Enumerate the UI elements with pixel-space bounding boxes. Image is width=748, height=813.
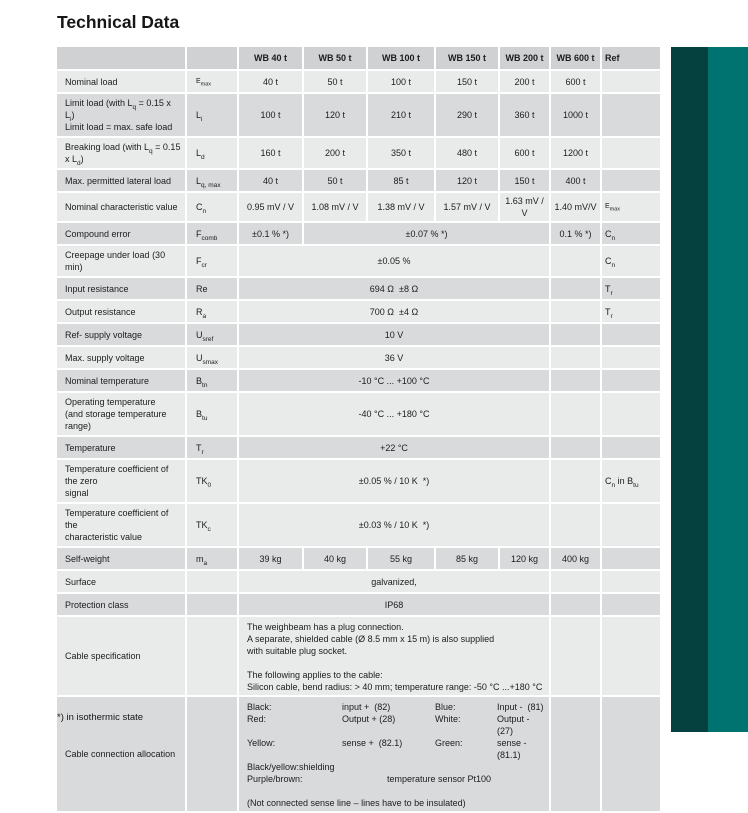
ref-cell: $T_r$ (602, 301, 660, 322)
ref-cell (602, 71, 660, 92)
table-row (57, 571, 660, 592)
symbol-cell: $U_{sref}$ (187, 324, 237, 345)
allocation-entry: sense - (81.1) (497, 738, 532, 760)
symbol-cell: $F_{comb}$ (187, 223, 237, 244)
value-cell: 10 V (239, 324, 549, 345)
row-label-line: Self-weight (65, 553, 110, 564)
table-row (57, 437, 660, 458)
ref-cell (602, 393, 660, 435)
row-label-line: (and storage temperature range) (65, 409, 167, 431)
value-cell: 200 t (500, 71, 549, 92)
row-label-line: Operating temperature (65, 397, 156, 407)
allocation-entry: Red: (247, 714, 267, 724)
value-cell (551, 370, 600, 391)
row-label-line: Cable connection allocation (65, 749, 176, 759)
text-line: A separate, shielded cable (Ø 8.5 mm x 15 m) is also supplied (247, 634, 495, 644)
value-cell (551, 347, 600, 368)
row-label (57, 324, 185, 345)
allocation-line (247, 773, 547, 785)
table-row (57, 697, 660, 811)
allocation-entry: Purple/brown: (247, 774, 303, 784)
allocation-entry: Black: (247, 702, 272, 712)
text-line: Silicon cable, bend radius: > 40 mm; temperature range: -50 °C ...+180 °C (247, 682, 543, 692)
symbol-cell: $F_{cr}$ (187, 246, 237, 276)
row-label-line: Ref- supply voltage (65, 329, 143, 340)
value-cell: 290 t (436, 94, 498, 136)
allocation-line (247, 713, 547, 737)
row-label-line: Creepage under load (30 min) (65, 250, 166, 272)
column-header-empty (187, 47, 237, 69)
row-label (57, 460, 185, 502)
value-cell: 1.38 mV / V (368, 193, 434, 221)
value-cell: 120 kg (500, 548, 549, 569)
row-label (57, 370, 185, 391)
row-label-line: Max. permitted lateral load (65, 175, 172, 186)
ref-cell (602, 571, 660, 592)
value-cell: 0.1 % *) (551, 223, 600, 244)
row-label (57, 617, 185, 695)
allocation-entry: Yellow: (247, 738, 276, 748)
row-label (57, 347, 185, 368)
table-row (57, 460, 660, 502)
ref-cell (602, 170, 660, 191)
value-cell: 40 t (239, 71, 302, 92)
row-label (57, 301, 185, 322)
value-cell (551, 594, 600, 615)
header-row (57, 47, 660, 69)
value-cell (551, 460, 600, 502)
allocation-entry: Green: (435, 738, 463, 748)
row-label-line: Nominal temperature (65, 375, 150, 386)
table-row (57, 138, 660, 168)
technical-data-table (55, 45, 662, 813)
value-cell: 600 t (551, 71, 600, 92)
value-cell (551, 278, 600, 299)
row-label-line: Nominal characteristic value (65, 202, 178, 212)
ref-cell: $T_r$ (602, 278, 660, 299)
symbol-cell: $B_{tu}$ (187, 393, 237, 435)
ref-cell: $E_{max}$ (602, 193, 660, 221)
row-label-line: Input resistance (65, 283, 129, 294)
symbol-cell: $TK_0$ (187, 460, 237, 502)
row-label (57, 548, 185, 569)
value-cell: 40 kg (304, 548, 366, 569)
row-label-line: Limit load (with $L_q = 0.15$ x $L_i$) (65, 98, 171, 123)
table-row (57, 347, 660, 368)
column-header-wb-40-t: WB 40 t (239, 47, 302, 69)
value-cell: 120 t (304, 94, 366, 136)
value-cell: IP68 (239, 594, 549, 615)
value-cell (551, 246, 600, 276)
table-row (57, 617, 660, 695)
allocation-line (247, 737, 547, 761)
value-cell: ±0.05 % / 10 K *) (239, 460, 549, 502)
value-cell: 85 t (368, 170, 434, 191)
ref-cell (602, 324, 660, 345)
value-cell (551, 324, 600, 345)
allocation-entry: sense + (82.1) (342, 738, 403, 748)
accent-bar-dark (671, 47, 708, 732)
value-cell: 1000 t (551, 94, 600, 136)
table-row (57, 504, 660, 546)
value-cell: 100 t (368, 71, 434, 92)
row-label-line: Cable specification (65, 651, 141, 661)
symbol-cell (187, 594, 237, 615)
ref-cell (602, 548, 660, 569)
text-line: (Not connected sense line – lines have to be insulated) (247, 798, 466, 808)
text-line (247, 657, 547, 669)
column-header-wb-600-t: WB 600 t (551, 47, 600, 69)
value-cell (239, 697, 549, 811)
row-label-line: Compound error (65, 228, 131, 239)
ref-cell (602, 138, 660, 168)
text-line: with suitable plug socket. (247, 646, 348, 656)
value-cell: galvanized, (239, 571, 549, 592)
value-cell (551, 437, 600, 458)
symbol-cell: $C_n$ (187, 193, 237, 221)
footnote: *) in isothermic state (57, 712, 144, 723)
value-cell: 150 t (500, 170, 549, 191)
symbol-cell: $m_a$ (187, 548, 237, 569)
value-cell: 350 t (368, 138, 434, 168)
row-label (57, 571, 185, 592)
value-cell: 150 t (436, 71, 498, 92)
value-cell (551, 697, 600, 811)
row-label-line: Nominal load (65, 76, 118, 87)
ref-cell (602, 94, 660, 136)
symbol-cell: $R_a$ (187, 301, 237, 322)
column-header-wb-200-t: WB 200 t (500, 47, 549, 69)
allocation-entry: Blue: (435, 702, 456, 712)
value-cell: 39 kg (239, 548, 302, 569)
symbol-cell (187, 697, 237, 811)
column-header-wb-100-t: WB 100 t (368, 47, 434, 69)
row-label (57, 246, 185, 276)
row-label (57, 594, 185, 615)
row-label-line: Temperature coefficient of the (65, 508, 169, 530)
row-label (57, 437, 185, 458)
table-row (57, 193, 660, 221)
value-cell (551, 571, 600, 592)
symbol-cell: $L_d$ (187, 138, 237, 168)
table-row (57, 393, 660, 435)
table-row (57, 223, 660, 244)
row-label (57, 223, 185, 244)
row-label-line: Temperature coefficient of the zero (65, 464, 169, 486)
allocation-line (247, 701, 547, 713)
value-cell: ±0.07 % *) (304, 223, 549, 244)
value-cell: 1.63 mV / V (500, 193, 549, 221)
ref-cell (602, 370, 660, 391)
ref-cell: $C_n$ (602, 223, 660, 244)
allocation-entry: White: (435, 714, 461, 724)
table-row (57, 246, 660, 276)
value-cell: 400 kg (551, 548, 600, 569)
value-cell (551, 617, 600, 695)
row-label-line: characteristic value (65, 532, 143, 542)
symbol-cell: $L_{q, max}$ (187, 170, 237, 191)
row-label (57, 193, 185, 221)
text-line: The following applies to the cable: (247, 670, 383, 680)
value-cell: 160 t (239, 138, 302, 168)
column-header-ref: Ref (602, 47, 660, 69)
row-label (57, 278, 185, 299)
ref-cell (602, 617, 660, 695)
ref-cell: $C_n$ (602, 246, 660, 276)
value-cell: 40 t (239, 170, 302, 191)
symbol-cell: Re (187, 278, 237, 299)
symbol-cell: $L_i$ (187, 94, 237, 136)
value-cell (551, 504, 600, 546)
allocation-entry: Output + (28) (342, 714, 396, 724)
row-label (57, 504, 185, 546)
row-label (57, 71, 185, 92)
table-row (57, 548, 660, 569)
value-cell: +22 °C (239, 437, 549, 458)
table-row (57, 370, 660, 391)
ref-cell (602, 437, 660, 458)
page-title: Technical Data (57, 12, 180, 32)
row-label (57, 170, 185, 191)
table-header (57, 47, 660, 69)
table-row (57, 94, 660, 136)
value-cell: 120 t (436, 170, 498, 191)
table-row (57, 594, 660, 615)
row-label-line: Limit load = max. safe load (65, 122, 173, 132)
column-header-wb-150-t: WB 150 t (436, 47, 498, 69)
column-header-empty (57, 47, 185, 69)
row-label-line: Output resistance (65, 306, 136, 317)
symbol-cell: $B_{tn}$ (187, 370, 237, 391)
symbol-cell: $U_{smax}$ (187, 347, 237, 368)
value-cell: 200 t (304, 138, 366, 168)
row-label-line: Protection class (65, 599, 129, 610)
table-row (57, 71, 660, 92)
value-cell: 700 Ω ±4 Ω (239, 301, 549, 322)
row-label (57, 138, 185, 168)
allocation-entry: Output - (27) (497, 714, 533, 736)
value-cell (551, 301, 600, 322)
table-row (57, 278, 660, 299)
ref-cell (602, 504, 660, 546)
text-line (247, 785, 547, 797)
symbol-cell: $T_r$ (187, 437, 237, 458)
allocation-entry: temperature sensor Pt100 (387, 774, 492, 784)
ref-cell (602, 347, 660, 368)
value-cell: 480 t (436, 138, 498, 168)
value-cell: 0.95 mV / V (239, 193, 302, 221)
value-cell: 600 t (500, 138, 549, 168)
row-label (57, 393, 185, 435)
column-header-wb-50-t: WB 50 t (304, 47, 366, 69)
value-cell: 36 V (239, 347, 549, 368)
text-line: Black/yellow:shielding (247, 762, 335, 772)
value-cell: 1.57 mV / V (436, 193, 498, 221)
value-cell: 55 kg (368, 548, 434, 569)
ref-cell (602, 594, 660, 615)
accent-bar-light (708, 47, 748, 732)
value-cell: 360 t (500, 94, 549, 136)
row-label-line: Temperature (65, 442, 116, 453)
table-row (57, 170, 660, 191)
row-label-line: Surface (65, 576, 97, 587)
symbol-cell (187, 617, 237, 695)
value-cell: 400 t (551, 170, 600, 191)
symbol-cell: $E_{max}$ (187, 71, 237, 92)
value-cell: 85 kg (436, 548, 498, 569)
value-cell (551, 393, 600, 435)
value-cell: 210 t (368, 94, 434, 136)
value-cell: 1.40 mV/V (551, 193, 600, 221)
ref-cell (602, 697, 660, 811)
value-cell: 50 t (304, 71, 366, 92)
row-label-line: Max. supply voltage (65, 352, 145, 363)
symbol-cell (187, 571, 237, 592)
value-cell: ±0.03 % / 10 K *) (239, 504, 549, 546)
value-cell: ±0.05 % (239, 246, 549, 276)
row-label-line: signal (65, 488, 89, 498)
value-cell: 100 t (239, 94, 302, 136)
row-label-line: Breaking load (with $L_q = 0.15$ x $L_d$) (65, 142, 181, 167)
table-body (57, 71, 660, 811)
table-row (57, 324, 660, 345)
value-cell: -40 °C ... +180 °C (239, 393, 549, 435)
value-cell (239, 617, 549, 695)
allocation-entry: Input - (81) (497, 702, 544, 712)
value-cell: -10 °C ... +100 °C (239, 370, 549, 391)
value-cell: 694 Ω ±8 Ω (239, 278, 549, 299)
table-row (57, 301, 660, 322)
value-cell: 50 t (304, 170, 366, 191)
ref-cell: $C_n$ in $B_{tu}$ (602, 460, 660, 502)
value-cell: 1200 t (551, 138, 600, 168)
value-cell: ±0.1 % *) (239, 223, 302, 244)
symbol-cell: $TK_c$ (187, 504, 237, 546)
text-line: The weighbeam has a plug connection. (247, 622, 404, 632)
allocation-entry: input + (82) (342, 702, 391, 712)
row-label (57, 94, 185, 136)
value-cell: 1.08 mV / V (304, 193, 366, 221)
